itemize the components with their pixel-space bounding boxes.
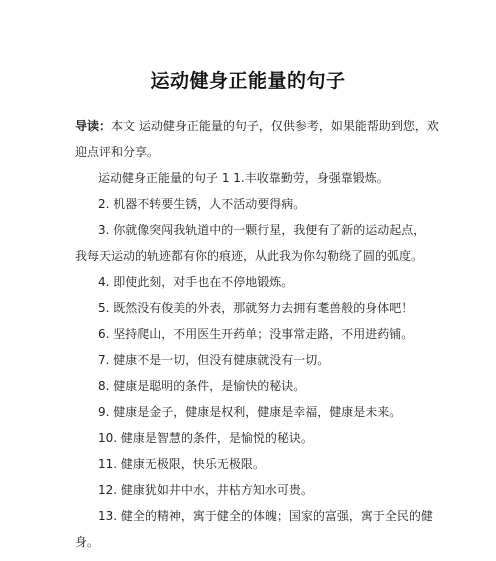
list-item: 6. 坚持爬山，不用医生开药单；没事常走路，不用进药铺。	[98, 327, 414, 341]
list-item: 9. 健康是金子，健康是权利，健康是幸福，健康是未来。	[98, 405, 402, 419]
list-item: 5. 既然没有俊美的外表，那就努力去拥有耄兽般的身体吧！	[98, 301, 414, 315]
list-item: 13. 健全的精神，寓于健全的体魄；国家的富强，寓于全民的健	[98, 509, 433, 523]
list-item: 4. 即使此刻，对手也在不停地锻炼。	[98, 275, 294, 289]
page-title: 运动健身正能量的句子	[150, 70, 346, 92]
list-item: 11. 健康无极限，快乐无极限。	[98, 457, 265, 471]
intro-text-1: 本文 运动健身正能量的句子，仅供参考，如果能帮助到您，欢	[111, 119, 439, 133]
list-item: 3. 你就像突闯我轨道中的一颗行星，我便有了新的运动起点，	[98, 223, 426, 237]
list-item: 2. 机器不转要生锈，人不活动要得病。	[98, 197, 306, 211]
intro-line-1	[75, 118, 439, 134]
intro-line-2: 迎点评和分享。	[75, 145, 160, 159]
list-item-continuation: 我每天运动的轨迹都有你的痕迹，从此我为你勾勒绕了圆的弧度。	[75, 249, 424, 263]
list-item: 10. 健康是智慧的条件，是愉悦的秘诀。	[98, 431, 313, 445]
page-bottom-edge	[0, 556, 496, 561]
list-item: 8. 健康是聪明的条件，是愉快的秘诀。	[98, 379, 306, 393]
heading-line: 运动健身正能量的句子 1 1.丰收靠勤劳，身强靠锻炼。	[98, 171, 389, 185]
list-item: 12. 健康犹如井中水，井枯方知水可贵。	[98, 483, 313, 497]
list-item: 7. 健康不是一切，但没有健康就没有一切。	[98, 353, 330, 367]
list-item-continuation: 身。	[75, 535, 100, 549]
intro-label: 导读：	[75, 119, 112, 133]
